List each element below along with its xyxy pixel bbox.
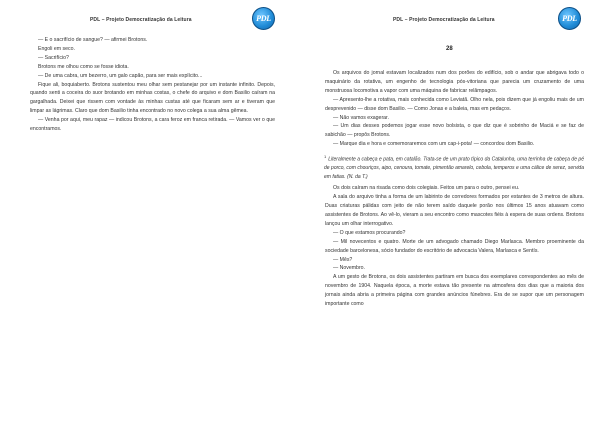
footnote-text: Literalmente a cabeça e pata, em catalão. Trata-se de um prato típico da Catalunha, uma terrinha de cabeça de pé de porco, com chouriços, aipo, cenoura, tomate, pimentão amarelo, cebola, temperos e uma cálice de xerez, servida em fatias. (N. da T.) [324,156,584,180]
paragraph: — De uma cabra, um bezerro, um galo capão, para ser mais explícito... [38,72,203,79]
paragraph: Fique ali, boquiaberto. Brotons sustentou meu olhar sem pestanejar por um instante infinito. Depois, quando senti a coceira do suor brotando em minhas costas, o chefe do arquivo e dom Basilio caíram na gargalhada. Deixei que rissem com vontade às minhas custas até que ficaram sem ar e tiveram que limpar as lágrimas. Claro que dom Basilio tinha encontrado no novo colega a sua alma gêmea. [30,81,275,115]
paragraph: — Mil novecentos e quatro. Morte de um advogado chamado Diego Marlasca. Membro proeminente da sociedade barcelonesa, sócio fundador do escritório de advocacia Valera, Marlasca e Sentís. [325,238,584,254]
paragraph: Os arquivos do jornal estavam localizados num dos porões do edifício, sob o andar que abrigava todo o maquinário da rotativa, um engenho de tecnologia pós-vitoriana que parecia um cruzamento de uma monstruosa locomotiva a vapor com uma máquina de fabricar relâmpagos. [325,70,584,94]
paragraph: — Apresento-lhe a rotativa, mais conhecida como Leviatã. Olho nela, pois dizem que já engoliu mais de um desprevenido — disse dom Basilio. — Como Jonas e a baleia, mas em pedaços. [325,96,584,112]
pdl-logo: PDL [558,7,581,30]
paragraph: Brotons me olhou como se fosse idiota. [38,63,129,70]
page-number: 28 [446,46,453,52]
paragraph: — Marque dia e hora e comemoraremos com um cap-i-pota! — concordou dom Basilio. [333,141,535,148]
right-page [300,0,600,424]
paragraph: A um gesto de Brotons, os dois assistentes partiram em busca dos exemplares correspondentes ao mês de novembro de 1904. Naquela época, a morte estava tão presente na atmosfera dos dias que a maioria dos jornais ainda abria a primeira página com grandes anúncios fúnebres. Era de se supor que um personagem importante como [325,274,584,308]
paragraph: Os dois caíram na risada como dois colegiais. Feitos um para o outro, pensei eu. [333,185,520,192]
paragraph: — Novembro. [333,265,365,272]
paragraph: — Não vamos exagerar. [333,114,389,121]
paragraph: — Sacrifício? [38,54,69,61]
left-page-text [30,36,275,134]
paragraph: — Venha por aqui, meu rapaz — indicou Brotons, a cara feroz em franca retirada. — Vamos ver o que encontramos. [30,117,275,133]
page-header: PDL – Projeto Democratização da Leitura [90,17,192,23]
pdl-logo: PDL [252,7,275,30]
paragraph: — E o sacrifício de sangue? — afirmei Brotons. [38,37,148,43]
footnote [324,153,584,181]
right-page-text [325,69,584,309]
paragraph: A sala do arquivo tinha a forma de um labirinto de corredores formados por estantes de 3 metros de altura. Duas criaturas pálidas com jeito de não terem saído daquele porão nos últimos 15 anos atuavam como assistentes de Brotons. Ao vê-lo, vieram a seu encontro como mascotes fiéis à espera de suas ordens. Brotons lançou um olhar interrogativo. [325,194,584,227]
paragraph: — Mês? [333,256,353,263]
footnote-mark: 1 [324,154,327,160]
paragraph: Engoli em seco. [38,45,75,52]
page-header: PDL – Projeto Democratização da Leitura [393,17,495,23]
paragraph: — O que estamos procurando? [333,229,406,236]
paragraph: — Um dias desses podemos jogar esse novo bolsista, o que diz que é sobrinho de Maciá e se faz de sabichão — propôs Brotons. [325,123,584,139]
